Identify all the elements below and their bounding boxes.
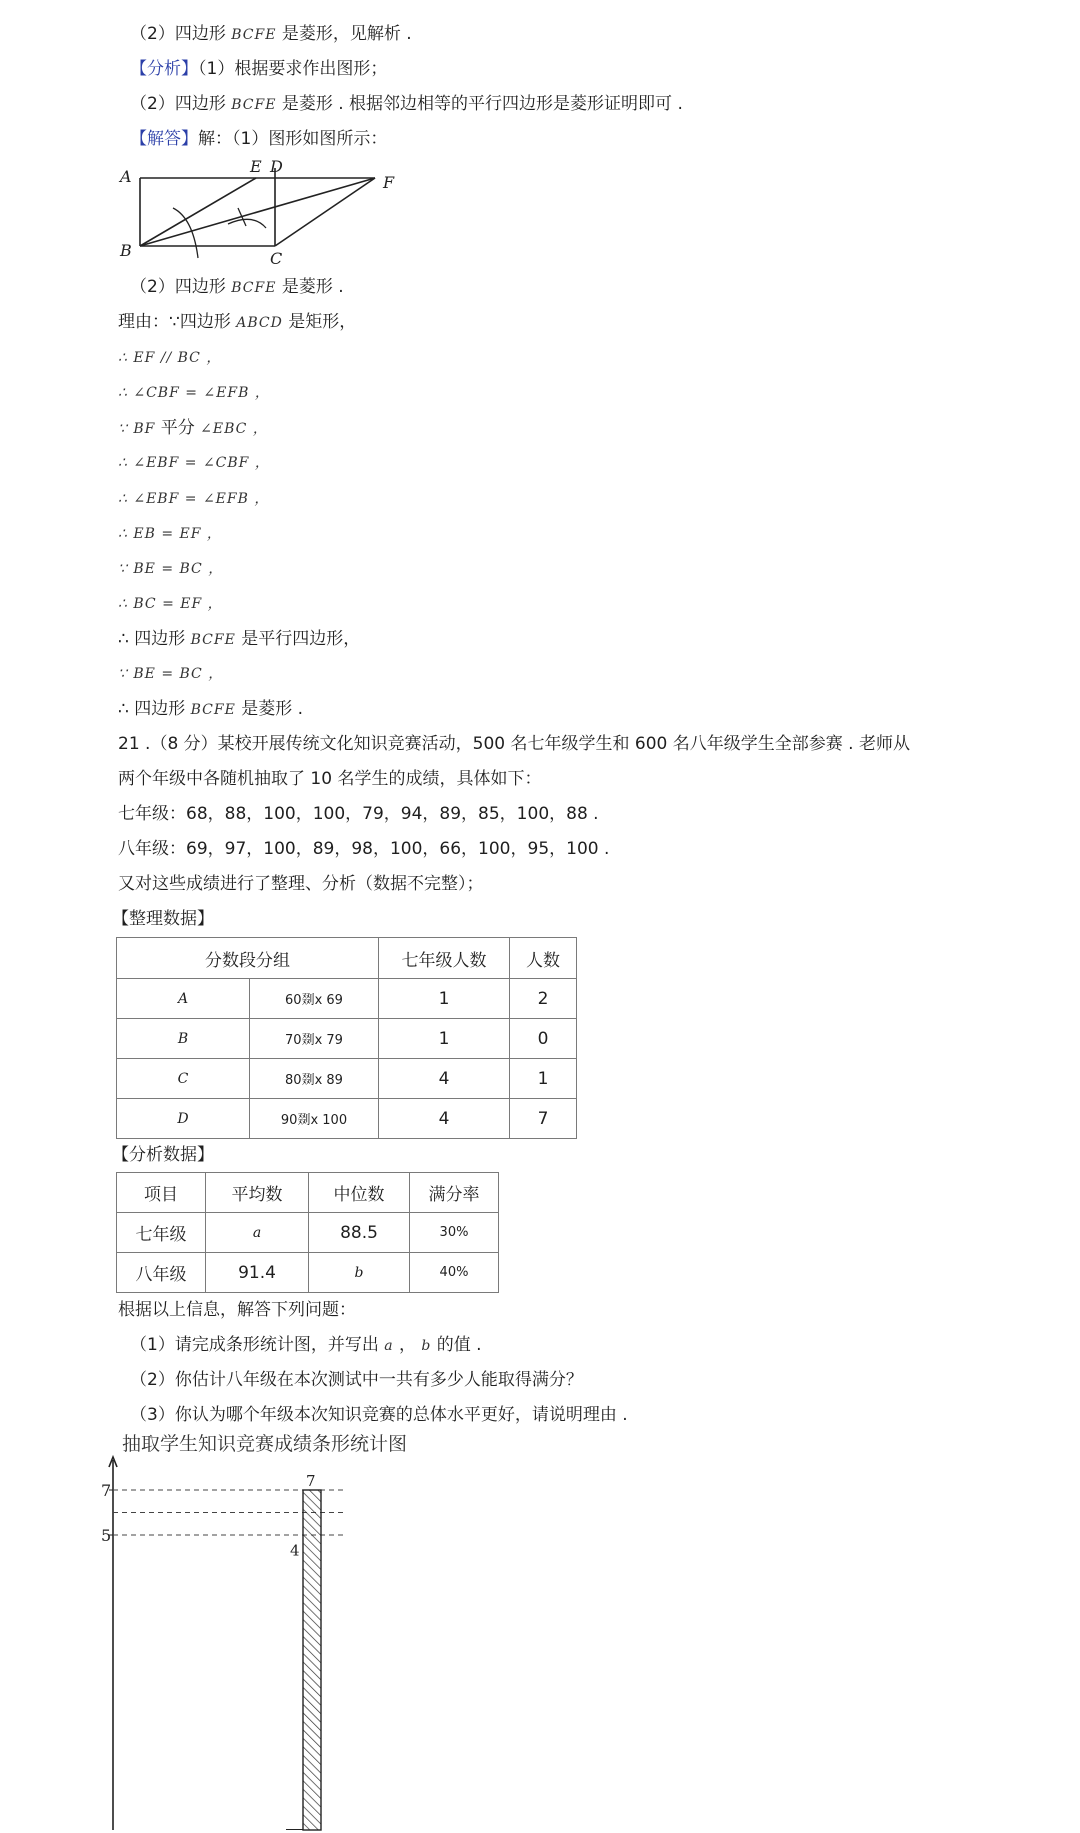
proof-step-5: ∴ ∠EBF = ∠EFB ， [118,491,270,507]
header-group: 分数段分组 [117,938,379,979]
proof-step-11: ∴ 四边形 BCFE 是菱形 . [118,699,304,719]
bar-label: 7 [306,1472,316,1490]
section-organize: 【整理数据】 [112,909,214,929]
label-c: C [270,249,283,268]
label-e: E [250,157,262,176]
label-a: A [120,167,132,186]
label-b: B [120,241,132,260]
table-row: C 80剟x 89 4 1 [117,1059,577,1099]
proof-step-2: ∴ ∠CBF = ∠EFB ， [118,385,270,401]
table-row: 七年级 a 88.5 30% [117,1213,499,1253]
header-grade7: 七年级人数 [379,938,510,979]
question-2: （2）你估计八年级在本次测试中一共有多少人能取得满分？ [130,1370,583,1390]
question-21-line-1: 21 .（8 分）某校开展传统文化知识竞赛活动，500 名七年级学生和 600 名八年级学生全部参赛 . 老师从 [118,734,910,754]
question-1: （1）请完成条形统计图，并写出 a ， b 的值 . [130,1335,482,1355]
label-d: D [270,157,283,176]
analysis-line: 【分析】（1）根据要求作出图形； [130,59,388,79]
table-row: 八年级 91.4 b 40% [117,1253,499,1293]
grade8-scores: 八年级：69，97，100，89，98，100，66，100，95，100 . [118,839,610,859]
table-row: D 90剟x 100 4 7 [117,1099,577,1139]
question-21-line-2: 两个年级中各随机抽取了 10 名学生的成绩，具体如下： [118,769,542,789]
proof-step-3: ∵ BF 平分 ∠EBC ， [118,418,268,438]
bar-label: 4 [290,1541,300,1560]
bar-grade7-d [286,1829,303,1830]
organize-text: 又对这些成绩进行了整理、分析（数据不完整）； [118,874,484,894]
solution-line: 【解答】解：（1）图形如图所示： [130,129,388,149]
y-tick-label: 5 [101,1526,112,1545]
bar-grade8-d [303,1490,321,1830]
label-f: F [383,173,395,192]
y-tick-label: 7 [101,1481,112,1500]
statistics-table: 项目 平均数 中位数 满分率 七年级 a 88.5 30% 八年级 91.4 b 40% [116,1172,499,1293]
chart-title: 抽取学生知识竞赛成绩条形统计图 [122,1433,408,1455]
proof-step-4: ∴ ∠EBF = ∠CBF ， [118,455,270,471]
proof-step-9: ∴ 四边形 BCFE 是平行四边形， [118,629,361,649]
solution-tag: 【解答】 [130,129,198,149]
table-row: B 70剟x 79 1 0 [117,1019,577,1059]
proof-step-1: ∴ EF // BC ， [118,350,222,366]
reason-line: 理由：∵四边形 ABCD 是矩形， [118,312,357,332]
header-count: 人数 [510,938,577,979]
grade7-scores: 七年级：68，88，100，100，79，94，89，85，100，88 . [118,804,599,824]
rhombus-figure [118,158,408,268]
score-distribution-table [116,937,577,1139]
table-row: A 60剟x 69 1 2 [117,979,577,1019]
bar-chart [101,1425,468,1830]
proof-step-6: ∴ EB = EF ， [118,526,222,542]
answer-line-1: （2）四边形 BCFE 是菱形，见解析 . [130,24,412,44]
proof-step-7: ∵ BE = BC ， [118,561,224,577]
proof-step-8: ∴ BC = EF ， [118,596,223,612]
answer-line-2: （2）四边形 BCFE 是菱形 . [130,277,344,297]
answer-intro: 根据以上信息，解答下列问题： [118,1300,356,1320]
section-analyze: 【分析数据】 [112,1145,214,1165]
proof-step-10: ∵ BE = BC ， [118,666,224,682]
question-3: （3）你认为哪个年级本次知识竞赛的总体水平更好，请说明理由 . [130,1405,628,1425]
analysis-line-2: （2）四边形 BCFE 是菱形 . 根据邻边相等的平行四边形是菱形证明即可 . [130,94,683,114]
analysis-tag: 【分析】 [130,59,198,79]
